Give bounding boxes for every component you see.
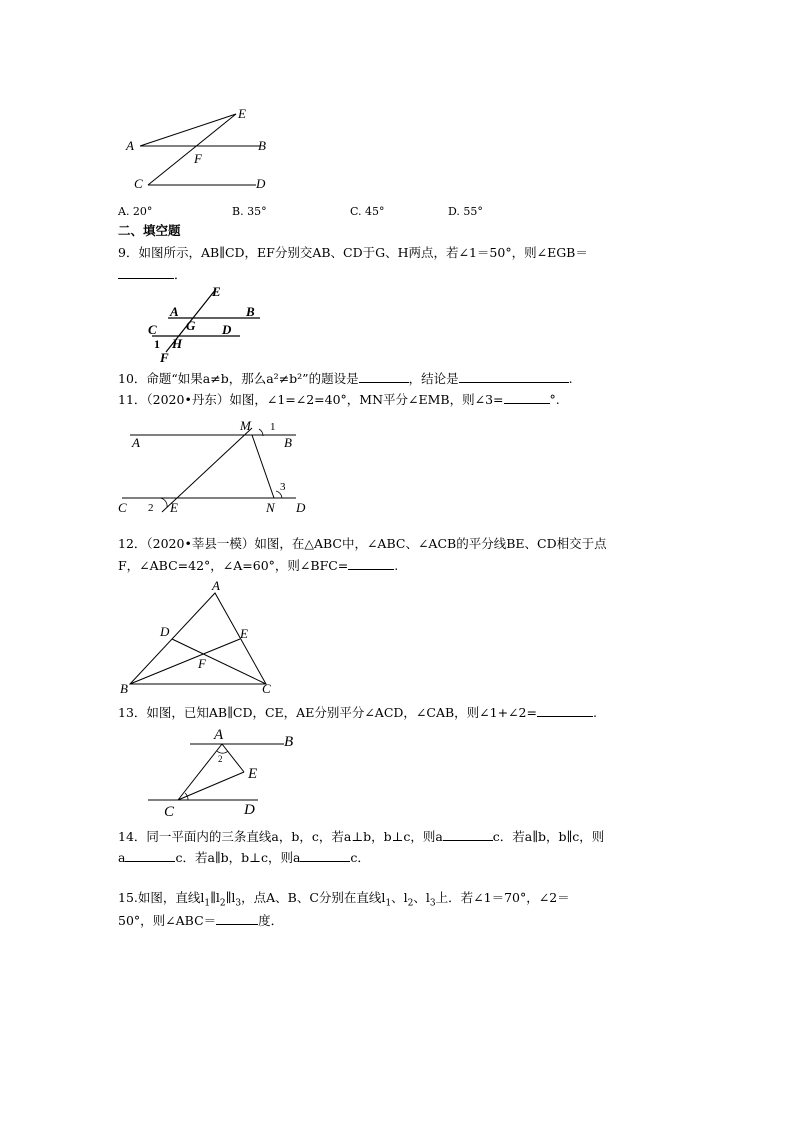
q15-part9: 度．: [258, 913, 284, 928]
q15-part1: 15.如图，直线l: [118, 890, 205, 905]
label-e: E: [212, 284, 221, 299]
angle-2-label: 2: [148, 502, 154, 514]
option-a: A. 20°: [118, 205, 153, 218]
q9-line2: [118, 266, 187, 283]
option-d: D. 55°: [448, 205, 483, 218]
q13-tail: .: [592, 705, 597, 720]
answer-blank[interactable]: [537, 704, 593, 717]
q10-text: [118, 370, 573, 387]
q15-part8: 50°，则∠ABC＝: [118, 913, 217, 928]
label-d: D: [244, 802, 255, 818]
label-b: B: [258, 138, 266, 153]
q15-part4: ，点A、B、C分别在直线l: [241, 890, 386, 905]
q15-part7: 上．若∠1＝70°，∠2＝: [435, 890, 570, 905]
label-f: F: [198, 656, 206, 671]
answer-blank[interactable]: [125, 849, 175, 862]
label-m: M: [240, 418, 251, 433]
q14-line2: [118, 849, 370, 866]
q14-part4: c．若a∥b，b⊥c，则a: [175, 850, 301, 865]
q12-main: F，∠ABC=42°，∠A=60°，则∠BFC=: [118, 558, 349, 573]
answer-blank[interactable]: [359, 370, 409, 383]
option-c: C. 45°: [350, 205, 385, 218]
answer-blank[interactable]: [216, 912, 258, 925]
label-c: C: [134, 176, 143, 191]
q11-main: 11．（2020•丹东）如图，∠1=∠2=40°，MN平分∠EMB，则∠3=: [118, 392, 504, 407]
answer-blank[interactable]: [459, 370, 569, 383]
label-b: B: [246, 304, 255, 319]
label-e: E: [238, 106, 246, 121]
label-g: G: [186, 318, 196, 333]
q9-line1: 9．如图所示，AB∥CD，EF分别交AB、CD于G、H两点，若∠1＝50°，则∠EGB＝: [118, 245, 588, 260]
q11-text: [118, 391, 560, 408]
q14-part1: 14．同一平面内的三条直线a，b，c，若a⊥b，b⊥c，则a: [118, 829, 443, 844]
q12-line1: 12．（2020•莘县一模）如图，在△ABC中，∠ABC、∠ACB的平分线BE、CD相交于点: [118, 536, 607, 551]
answer-blank[interactable]: [443, 828, 493, 841]
figure-q9: [140, 284, 280, 366]
label-b: B: [284, 435, 292, 450]
answer-blank[interactable]: [348, 557, 394, 570]
label-b: B: [120, 681, 128, 696]
q15-sub3: 3: [235, 898, 242, 909]
label-c: C: [262, 681, 271, 696]
answer-blank[interactable]: [118, 266, 174, 279]
q12-line2: [118, 557, 398, 574]
figure-q11: [116, 416, 316, 516]
answer-blank[interactable]: [504, 391, 550, 404]
q15-part3: ∥l: [225, 890, 236, 905]
q14-part2: c．若a∥b，b∥c，则: [492, 829, 605, 844]
label-e: E: [248, 766, 258, 782]
label-c: C: [164, 804, 175, 820]
label-a: A: [132, 435, 140, 450]
label-n: N: [266, 500, 275, 515]
q12-tail: .: [394, 558, 399, 573]
label-c: C: [118, 500, 127, 515]
label-a: A: [126, 138, 134, 153]
label-c: C: [148, 322, 157, 337]
answer-blank[interactable]: [300, 849, 350, 862]
label-d: D: [296, 500, 306, 515]
q14-line1: [118, 828, 604, 845]
label-f: F: [160, 350, 169, 365]
label-a: A: [170, 304, 179, 319]
q15-sub2b: 2: [407, 898, 414, 909]
q14-part3: a: [118, 850, 126, 865]
label-a: A: [212, 578, 220, 593]
q10-mid: ，结论是: [408, 371, 459, 386]
label-h: H: [172, 336, 183, 351]
option-b: B. 35°: [232, 205, 267, 218]
q10-pre: 10．命题“如果a≠b，那么a²≠b²”的题设是: [118, 371, 359, 386]
label-b: B: [284, 734, 294, 750]
q13-text: [118, 704, 597, 721]
q15-part6: 、l: [413, 890, 430, 905]
q11-tail: °.: [549, 392, 560, 407]
q9-tail: ．: [174, 267, 187, 282]
angle-1-label: 1: [270, 421, 276, 433]
label-d: D: [160, 624, 170, 639]
q15-line1: [118, 890, 570, 912]
angle-2-label: 2: [218, 754, 223, 764]
q15-part2: ∥l: [210, 890, 220, 905]
q13-main: 13．如图，已知AB∥CD，CE，AE分别平分∠ACD，∠CAB，则∠1+∠2=: [118, 705, 537, 720]
angle-1-label: 1: [154, 337, 160, 351]
label-e: E: [170, 500, 178, 515]
label-a: A: [214, 727, 224, 743]
figure-q13: [140, 724, 320, 820]
figure-q8: [118, 103, 278, 198]
figure-q12: [116, 578, 286, 698]
label-e: E: [240, 626, 248, 641]
section-title: 二、填空题: [118, 223, 181, 238]
label-f: F: [194, 151, 202, 166]
q15-sub3b: 3: [429, 898, 436, 909]
q10-tail: .: [568, 371, 573, 386]
label-d: D: [222, 322, 232, 337]
q15-part5: 、l: [391, 890, 408, 905]
q15-line2: [118, 912, 283, 929]
q15-sub1b: 1: [385, 898, 392, 909]
q15-sub1: 1: [204, 898, 211, 909]
q15-sub2: 2: [219, 898, 226, 909]
label-d: D: [256, 176, 266, 191]
angle-3-label: 3: [280, 481, 286, 493]
q14-part5: c．: [350, 850, 370, 865]
